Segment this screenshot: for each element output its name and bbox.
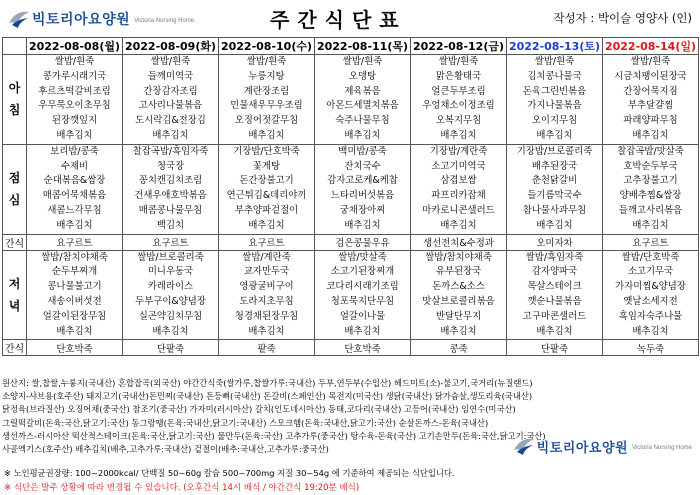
menu-item: 김치콩나물국 <box>527 70 582 82</box>
menu-item: 고추장불고기 <box>623 175 678 187</box>
lunch-cell <box>219 144 315 234</box>
menu-item: 부추달걀찜 <box>627 100 674 112</box>
dinner-cell <box>219 250 315 340</box>
breakfast-cell <box>219 55 315 145</box>
logo-subtitle: Victoria Nursing Home <box>632 445 692 451</box>
menu-item: 카레라이스 <box>147 281 194 293</box>
snack-cell: 팥죽 <box>219 340 315 356</box>
day-header: 2022-08-08(월) <box>27 38 123 55</box>
menu-item: 청국장 <box>156 160 185 172</box>
menu-item: 기장밥/계란죽 <box>429 145 488 157</box>
breakfast-cell <box>27 55 123 145</box>
lunch-cell <box>123 144 219 234</box>
menu-item: 청포묵지단무침 <box>330 295 395 307</box>
menu-item: 기장밥/브로콜리죽 <box>516 145 593 157</box>
snack-label: 간식 <box>3 234 27 250</box>
night-snack-row <box>3 340 699 356</box>
nutrition-standard-note: ※ 노인평균권장량: 100~2000kcal/ 단백질 50~60g 칼슘 500~700mg 지질 30~54g 에 기준하여 제공되는 식단입니다. <box>4 468 455 478</box>
menu-item: 들기름막국수 <box>527 190 582 202</box>
snack-cell: 검은콩물우유 <box>315 234 411 250</box>
logo-subtitle: Victoria Nursing Home <box>134 18 195 24</box>
menu-item: 쌀밥/브로콜리죽 <box>137 251 204 263</box>
menu-item: 배추김치 <box>536 129 573 141</box>
menu-item: 배추김치 <box>248 219 285 231</box>
day-header-saturday: 2022-08-13(토) <box>507 38 603 55</box>
change-notice: ※ 식단은 발주 상황에 따라 변경될 수 있습니다. (오후간식 14시 배식 / 야간간식 19:20분 배식) <box>4 483 360 493</box>
menu-item: 춘천닭갈비 <box>531 175 578 187</box>
menu-item: 마카로니콘샐러드 <box>422 204 495 216</box>
menu-item: 감자양파국 <box>531 266 578 278</box>
afternoon-snack-row <box>3 234 699 250</box>
menu-item: 오징어젓갈무침 <box>234 115 299 127</box>
menu-table <box>2 37 699 356</box>
origin-note-line: 소양지-샤브용(호주산) 돼지고기(국내산)돈민찌(국내산) 돈등뼈(국내산) 돈갈비(스페인산) 목전지(미국산) 생닭(국내산) 닭가슴살,생도리육(국내산) <box>2 391 533 402</box>
menu-item: 간장감자조림 <box>143 85 198 97</box>
snack-label: 간식 <box>3 340 27 356</box>
menu-item: 우무묵오이초무침 <box>38 100 111 112</box>
day-header-sunday: 2022-08-14(일) <box>603 38 699 55</box>
dinner-row <box>3 250 699 340</box>
dinner-cell <box>507 250 603 340</box>
breakfast-label <box>3 55 27 145</box>
menu-item: 코다리시래기조림 <box>326 281 399 293</box>
menu-item: 흑임자숙주나물 <box>618 310 683 322</box>
menu-item: 오복지무침 <box>435 115 482 127</box>
breakfast-cell <box>603 55 699 145</box>
menu-item: 매콤어묵채볶음 <box>42 190 107 202</box>
menu-item: 배추김치 <box>56 219 93 231</box>
menu-item: 궁채장아찌 <box>339 204 386 216</box>
menu-item: 파프리카잡채 <box>431 190 486 202</box>
menu-item: 보리밥/콩죽 <box>50 145 99 157</box>
menu-item: 쌀밥/흰죽 <box>534 56 575 67</box>
breakfast-cell <box>123 55 219 145</box>
header <box>0 0 700 38</box>
menu-item: 삼겹보쌈 <box>440 175 477 187</box>
footer-logo <box>513 436 692 456</box>
menu-item: 배추김치 <box>632 325 669 337</box>
logo-text: 빅토리아요양원 <box>32 12 131 28</box>
menu-item: 가지나물볶음 <box>527 100 582 112</box>
menu-item: 도라지초무침 <box>239 295 294 307</box>
menu-item: 쌀밥/흰죽 <box>630 56 671 67</box>
dinner-cell <box>27 250 123 340</box>
menu-item: 배추김치 <box>440 129 477 141</box>
logo-bird-icon <box>8 9 30 29</box>
menu-item: 숙주나물무침 <box>335 115 390 127</box>
snack-cell: 단호박죽 <box>27 340 123 356</box>
menu-item: 반달단무지 <box>435 310 482 322</box>
menu-item: 가자미찜&양념장 <box>615 281 686 293</box>
menu-item: 잔치국수 <box>344 160 381 172</box>
snack-cell: 단팥죽 <box>123 340 219 356</box>
menu-item: 영광굴비구이 <box>239 281 294 293</box>
logo <box>8 8 194 30</box>
menu-item: 연근튀김&데리야끼 <box>226 190 307 202</box>
day-header: 2022-08-10(수) <box>219 38 315 55</box>
dinner-cell <box>315 250 411 340</box>
menu-item: 꽁치캔김치조림 <box>138 175 203 187</box>
breakfast-cell <box>411 55 507 145</box>
lunch-cell <box>315 144 411 234</box>
menu-item: 배추김치 <box>344 129 381 141</box>
menu-item: 오이지무침 <box>531 115 578 127</box>
menu-item: 청경채된장무침 <box>234 310 299 322</box>
menu-item: 기장밥/단호박죽 <box>233 145 300 157</box>
menu-item: 배추김치 <box>632 219 669 231</box>
origin-note-line: 생선까스-러시아산 떡산적스테이크(돈육:국산,닭고기:국산) 물만두(돈육:국산) 고추가루(중국산) 탕수육-돈육(국산) 고기손만두(돈육:국산,닭고기:국산) <box>2 430 546 441</box>
menu-item: 쌀밥/흰죽 <box>342 56 383 67</box>
menu-item: 소고기된장찌개 <box>330 266 395 278</box>
menu-item: 소고기무국 <box>627 266 674 278</box>
menu-item: 새송이버섯전 <box>47 295 102 307</box>
menu-item: 맑은황태국 <box>435 70 482 82</box>
menu-item: 배추김치 <box>248 129 285 141</box>
breakfast-cell <box>507 55 603 145</box>
snack-cell: 요구르트 <box>603 234 699 250</box>
menu-item: 고구마콘샐러드 <box>522 310 587 322</box>
menu-item: 쌀밥/단호박죽 <box>621 251 680 263</box>
origin-note-line: 사골엑기스(호주산) 배추김치(배추,고추가루:국내산) 겉절이(배추:국내산,고추가루:중국산) <box>2 444 329 455</box>
menu-item: 순두부찌개 <box>51 266 98 278</box>
menu-item: 참나물사과무침 <box>522 204 587 216</box>
logo-text: 빅토리아요양원 <box>536 440 629 456</box>
snack-cell: 오미자차 <box>507 234 603 250</box>
menu-item: 배추김치 <box>344 219 381 231</box>
snack-cell: 요구르트 <box>123 234 219 250</box>
lunch-label <box>3 144 27 234</box>
dinner-cell <box>411 250 507 340</box>
corner-cell <box>3 38 27 55</box>
menu-item: 돈까스&소스 <box>432 281 485 293</box>
lunch-cell <box>507 144 603 234</box>
menu-item: 쌀밥/흰죽 <box>246 56 287 67</box>
dinner-cell <box>603 250 699 340</box>
menu-item: 배추김치 <box>440 325 477 337</box>
menu-item: 배추김치 <box>344 325 381 337</box>
menu-item: 옛날소세지전 <box>623 295 678 307</box>
day-header: 2022-08-12(금) <box>411 38 507 55</box>
menu-item: 실곤약김치무침 <box>138 310 203 322</box>
lunch-cell <box>27 144 123 234</box>
snack-cell: 콩죽 <box>411 340 507 356</box>
breakfast-label-text: 아 침 <box>8 81 21 118</box>
menu-item: 새콤느각무침 <box>47 204 102 216</box>
menu-item: 깻순나물볶음 <box>527 295 582 307</box>
menu-item: 후르츠떡갈비조림 <box>38 85 111 97</box>
dinner-label <box>3 250 27 340</box>
snack-cell: 요구르트 <box>27 234 123 250</box>
menu-item: 양배추찜&쌈장 <box>619 190 682 202</box>
origin-note-line: 원산지: 쌀,찹쌀,누룽지(국내산) 혼합잡곡(외국산) 야간간식죽(쌀가루,찹쌀가루:국내산) 두부,연두부(수입산) 헤드미트(소)-불고기,국거리(뉴질랜드) <box>2 378 533 388</box>
author-label: 작성자 : 박이슬 영양사 (인) <box>553 11 692 25</box>
menu-item: 느타리버섯볶음 <box>330 190 395 202</box>
menu-item: 쌀밥/참치야채죽 <box>425 251 492 263</box>
day-header: 2022-08-09(화) <box>123 38 219 55</box>
menu-item: 부추양파겉절이 <box>234 204 299 216</box>
menu-item: 배추김치 <box>440 219 477 231</box>
menu-item: 제육볶음 <box>344 85 381 97</box>
menu-item: 목살스테이크 <box>527 281 582 293</box>
menu-item: 쌀밥/맛살죽 <box>338 251 387 263</box>
menu-item: 건새우애호박볶음 <box>134 190 207 202</box>
day-header: 2022-08-11(목) <box>315 38 411 55</box>
menu-item: 얼큰두부조림 <box>431 85 486 97</box>
menu-item: 간장어묵지짐 <box>623 85 678 97</box>
menu-item: 된장깻잎지 <box>51 115 98 127</box>
menu-item: 백미밥/콩죽 <box>338 145 387 157</box>
menu-item: 호박순두부국 <box>623 160 678 172</box>
menu-item: 배추김치 <box>152 325 189 337</box>
menu-item: 콩나물불고기 <box>47 281 102 293</box>
snack-cell: 생선전치&수정과 <box>411 234 507 250</box>
menu-item: 돈간장불고기 <box>239 175 294 187</box>
menu-item: 들깨고사리볶음 <box>618 204 683 216</box>
menu-item: 꽃게탕 <box>252 160 281 172</box>
lunch-cell <box>603 144 699 234</box>
menu-item: 쌀밥/흰죽 <box>150 56 191 67</box>
breakfast-cell <box>315 55 411 145</box>
menu-item: 계란장조림 <box>243 85 290 97</box>
menu-item: 배추김치 <box>56 129 93 141</box>
menu-item: 들깨미역국 <box>147 70 194 82</box>
menu-item: 맛살브로콜리볶음 <box>422 295 495 307</box>
breakfast-row <box>3 55 699 145</box>
menu-item: 아몬드세멸치볶음 <box>326 100 399 112</box>
menu-item: 배추김치 <box>56 325 93 337</box>
menu-item: 쌀밥/흰죽 <box>438 56 479 67</box>
menu-item: 파래양파무침 <box>623 115 678 127</box>
menu-item: 찰잡곡밥/흑임자죽 <box>132 145 209 157</box>
menu-item: 민물새우무우조림 <box>230 100 303 112</box>
lunch-cell <box>411 144 507 234</box>
menu-item: 소고기미역국 <box>431 160 486 172</box>
menu-item: 얼갈이된장무침 <box>42 310 107 322</box>
menu-item: 백김치 <box>156 219 185 231</box>
menu-item: 도시락김&전장김 <box>135 115 206 127</box>
menu-item: 시금치팽이된장국 <box>614 70 687 82</box>
page-title: 주간식단표 <box>270 8 407 32</box>
lunch-label-text: 점 심 <box>8 171 21 208</box>
snack-cell: 녹두죽 <box>603 340 699 356</box>
origin-note-line: 닭정육(브라질산) 오징어채(중국산) 참조기(중국산) 가자미(러시아산) 갈치(인도네시아산) 동태,코다리(국내산) 고등어(국내산) 임연수(미국산) <box>2 404 516 415</box>
menu-item: 배추김치 <box>536 325 573 337</box>
menu-item: 돈육그린빈볶음 <box>522 85 587 97</box>
menu-item: 쌀밥/흰죽 <box>54 56 95 67</box>
menu-item: 쌀밥/흑임자죽 <box>525 251 584 263</box>
dinner-cell <box>123 250 219 340</box>
menu-item: 우엉채소이정조림 <box>422 100 495 112</box>
lunch-row <box>3 144 699 234</box>
menu-item: 교자만두국 <box>243 266 290 278</box>
menu-item: 두부구이&양념장 <box>135 295 206 307</box>
menu-item: 유부된장국 <box>435 266 482 278</box>
menu-item: 감자고로케&케찹 <box>327 175 398 187</box>
dinner-label-text: 저 녁 <box>8 276 21 313</box>
menu-item: 수제비 <box>60 160 89 172</box>
menu-item: 배추된장국 <box>531 160 578 172</box>
menu-item: 누룽지탕 <box>248 70 285 82</box>
menu-item: 쌀밥/참치야채죽 <box>41 251 108 263</box>
menu-item: 순대볶음&쌈장 <box>43 175 106 187</box>
menu-item: 배추김치 <box>632 129 669 141</box>
menu-item: 쌀밥/계란죽 <box>242 251 291 263</box>
menu-item: 고사리나물볶음 <box>138 100 203 112</box>
menu-item: 배추김치 <box>248 325 285 337</box>
menu-item: 배추김치 <box>536 219 573 231</box>
menu-item: 매콤콩나물무침 <box>138 204 203 216</box>
menu-item: 미니우동국 <box>147 266 194 278</box>
menu-item: 오뎅탕 <box>348 70 377 82</box>
menu-item: 콩가루시래기국 <box>42 70 107 82</box>
menu-item: 찰잡곡밥/맛살죽 <box>617 145 684 157</box>
snack-cell: 단호박죽 <box>315 340 411 356</box>
menu-item: 얼갈이나물 <box>339 310 386 322</box>
menu-item: 배추김치 <box>152 129 189 141</box>
origin-note-line: 그릴떡갈비(돈육:국산,닭고기:국산) 동그랑땡(돈육:국내산,닭고기:국내산) 스모크햄(돈육:국내산,닭고기:국산) 순살돈까스-돈육(국내산) <box>2 417 489 428</box>
logo-bird-icon <box>513 436 535 456</box>
date-header-row <box>3 38 699 55</box>
snack-cell: 요구르트 <box>219 234 315 250</box>
snack-cell: 단팥죽 <box>507 340 603 356</box>
